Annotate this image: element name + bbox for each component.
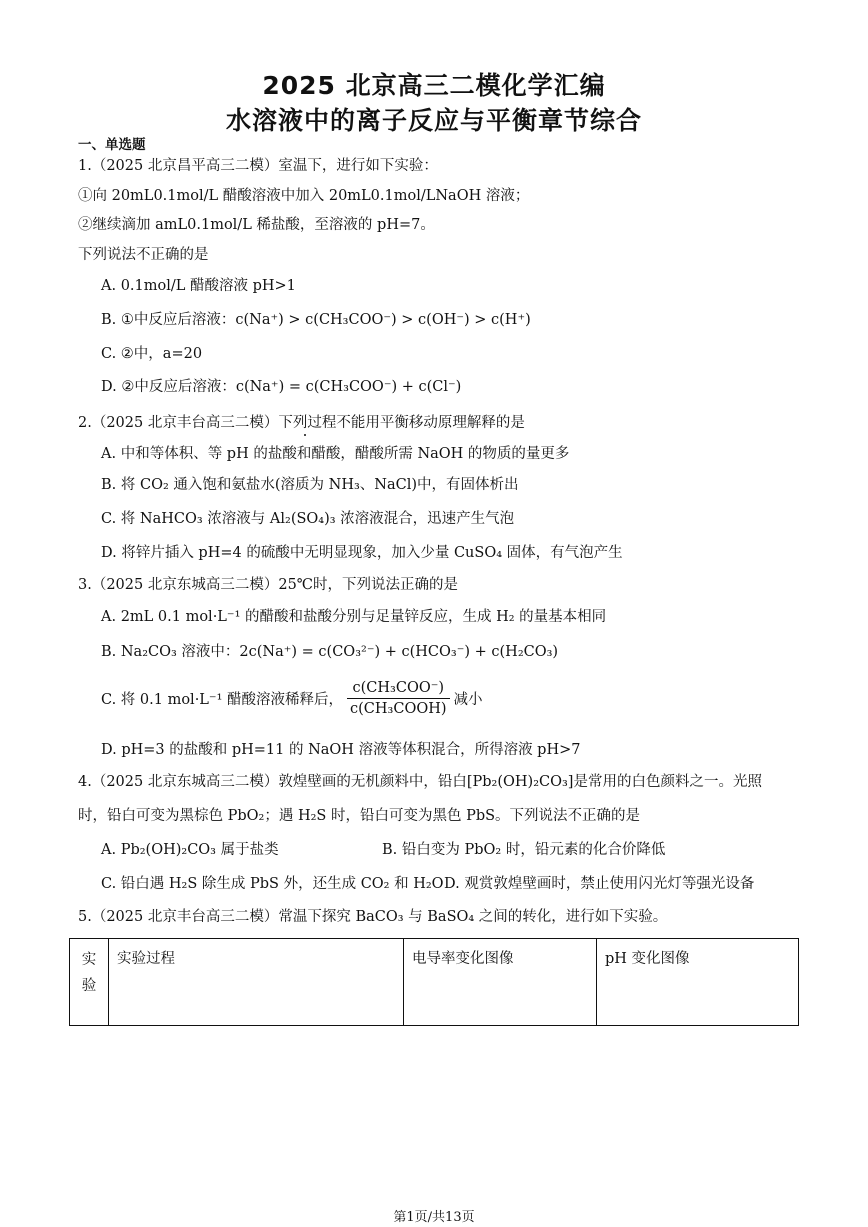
q1-option-d: D. ②中反应后溶液：c(Na⁺) = c(CH₃COO⁻) + c(Cl⁻) xyxy=(101,379,462,395)
q1-option-c: C. ②中，a=20 xyxy=(101,346,203,362)
q3-option-c-prefix: C. 将 0.1 mol·L⁻¹ 醋酸溶液稀释后， xyxy=(101,692,344,708)
experiment-table xyxy=(69,938,799,1026)
q5-stem: 5.（2025 北京丰台高三二模）常温下探究 BaCO₃ 与 BaSO₄ 之间的转化，进行如下实验。 xyxy=(78,909,668,925)
table-header-procedure: 实验过程 xyxy=(109,939,404,1026)
page-title-line2: 水溶液中的离子反应与平衡章节综合 xyxy=(225,106,642,135)
emphasis-dot-mark xyxy=(304,434,306,436)
q4-stem-line1: 4.（2025 北京东城高三二模）敦煌壁画的无机颜料中，铅白[Pb₂(OH)₂CO₃]是常用的白色颜料之一。光照 xyxy=(78,774,762,790)
q4-option-d: D. 观赏敦煌壁画时，禁止使用闪光灯等强光设备 xyxy=(444,876,755,892)
q4-option-b: B. 铅白变为 PbO₂ 时，铅元素的化合价降低 xyxy=(382,842,666,858)
q3-fraction-numerator: c(CH₃COO⁻) xyxy=(347,680,450,699)
q4-option-c: C. 铅白遇 H₂S 除生成 PbS 外，还生成 CO₂ 和 H₂O xyxy=(101,876,444,892)
page-title-line1: 2025 北京高三二模化学汇编 xyxy=(262,71,606,100)
q3-stem: 3.（2025 北京东城高三二模）25℃时，下列说法正确的是 xyxy=(78,577,459,593)
q1-option-b: B. ①中反应后溶液：c(Na⁺) > c(CH₃COO⁻) > c(OH⁻) > c(H⁺) xyxy=(101,312,531,328)
q3-option-b: B. Na₂CO₃ 溶液中：2c(Na⁺) = c(CO₃²⁻) + c(HCO₃⁻) + c(H₂CO₃) xyxy=(101,644,559,660)
q2-option-c: C. 将 NaHCO₃ 浓溶液与 Al₂(SO₄)₃ 浓溶液混合，迅速产生气泡 xyxy=(101,511,515,527)
q4-option-a: A. Pb₂(OH)₂CO₃ 属于盐类 xyxy=(101,842,279,858)
q3-fraction xyxy=(347,680,450,717)
q1-step1: ①向 20mL0.1mol/L 醋酸溶液中加入 20mL0.1mol/LNaOH 溶液； xyxy=(78,188,530,204)
q1-stem: 1.（2025 北京昌平高三二模）室温下，进行如下实验： xyxy=(78,158,438,174)
table-header-ph: pH 变化图像 xyxy=(597,939,799,1026)
q2-option-b: B. 将 CO₂ 通入饱和氨盐水(溶质为 NH₃、NaCl)中，有固体析出 xyxy=(101,477,519,493)
table-header-row xyxy=(70,939,799,1026)
q3-option-a: A. 2mL 0.1 mol·L⁻¹ 的醋酸和盐酸分别与足量锌反应，生成 H₂ 的量基本相同 xyxy=(101,609,607,625)
table-header-conductivity: 电导率变化图像 xyxy=(404,939,597,1026)
q1-ask: 下列说法不正确的是 xyxy=(78,247,209,263)
q2-stem: 2.（2025 北京丰台高三二模）下列过程不能用平衡移动原理解释的是 xyxy=(78,415,525,431)
q1-step2: ②继续滴加 amL0.1mol/L 稀盐酸，至溶液的 pH=7。 xyxy=(78,217,435,233)
q3-option-c xyxy=(101,680,483,717)
section-heading: 一、单选题 xyxy=(78,137,146,153)
table-header-experiment: 实验 xyxy=(70,939,109,1026)
q3-option-d: D. pH=3 的盐酸和 pH=11 的 NaOH 溶液等体积混合，所得溶液 pH>7 xyxy=(101,742,581,758)
q2-option-a: A. 中和等体积、等 pH 的盐酸和醋酸，醋酸所需 NaOH 的物质的量更多 xyxy=(101,446,570,462)
q1-option-a: A. 0.1mol/L 醋酸溶液 pH>1 xyxy=(101,278,296,294)
page-footer: 第1页/共13页 xyxy=(393,1210,475,1225)
q2-option-d: D. 将锌片插入 pH=4 的硫酸中无明显现象，加入少量 CuSO₄ 固体，有气泡产生 xyxy=(101,545,623,561)
q3-option-c-suffix: 减小 xyxy=(453,692,483,708)
q4-stem-line2: 时，铅白可变为黑棕色 PbO₂；遇 H₂S 时，铅白可变为黑色 PbS。下列说法不正确的是 xyxy=(78,808,641,824)
q3-fraction-denominator: c(CH₃COOH) xyxy=(350,701,447,717)
